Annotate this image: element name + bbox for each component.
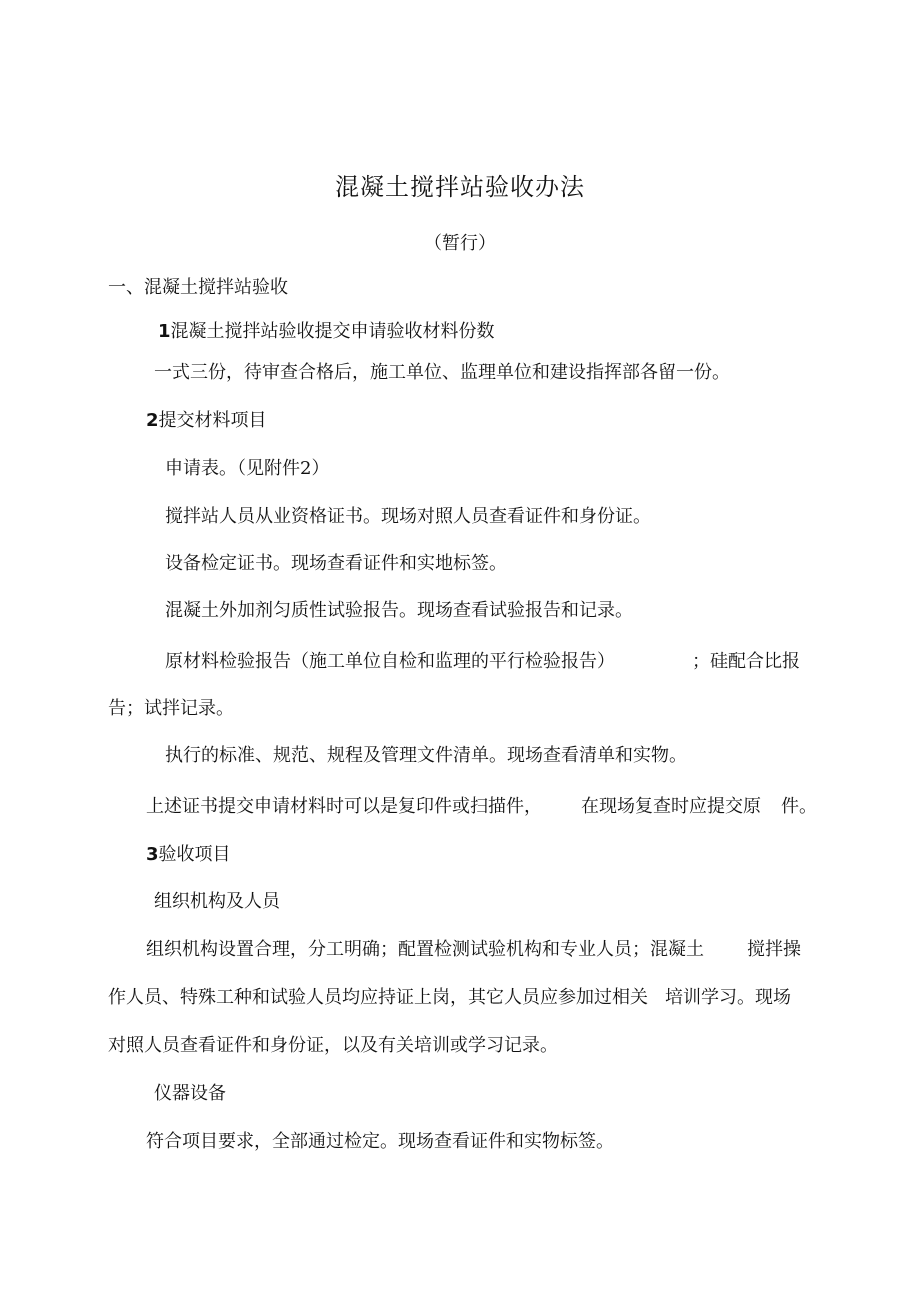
item3-heading-text: 验收项目 xyxy=(158,844,231,865)
item2-raw-materials-a: 原材料检验报告（施工单位自检和监理的平行检验报告） xyxy=(165,651,615,672)
item1-heading xyxy=(158,321,495,343)
item3-sub1-line1a: 组织机构设置合理，分工明确；配置检测试验机构和专业人员；混凝土 xyxy=(146,939,704,960)
item2-entry-application: 申请表。（见附件2） xyxy=(165,458,330,479)
item2-raw-materials-b: ；硅配合比报 xyxy=(692,651,800,672)
item3-sub1-line2b: 培训学习。现场 xyxy=(665,987,791,1008)
item2-note-a: 上述证书提交申请材料时可以是复印件或扫描件， xyxy=(146,796,542,817)
item3-sub1-heading: 组织机构及人员 xyxy=(154,891,280,912)
item2-heading-text: 提交材料项目 xyxy=(158,410,267,431)
item2-standards: 执行的标准、规范、规程及管理文件清单。现场查看清单和实物。 xyxy=(165,745,687,766)
item2-note-c: 件。 xyxy=(781,796,817,817)
item2-entry-qualification: 搅拌站人员从业资格证书。现场对照人员查看证件和身份证。 xyxy=(165,506,651,527)
item3-heading xyxy=(146,844,231,866)
item2-note-b: 在现场复查时应提交原 xyxy=(581,796,761,817)
item3-sub1-line1b: 搅拌操 xyxy=(747,939,801,960)
item3-sub1-line2a: 作人员、特殊工种和试验人员均应持证上岗，其它人员应参加过相关 xyxy=(108,987,648,1008)
item2-number: 2 xyxy=(146,410,159,431)
item1-heading-text: 混凝土搅拌站验收提交申请验收材料份数 xyxy=(170,321,495,342)
item2-heading xyxy=(146,410,267,432)
item2-entry-admixture: 混凝土外加剂匀质性试验报告。现场查看试验报告和记录。 xyxy=(165,600,633,621)
item2-raw-materials-c: 告；试拌记录。 xyxy=(108,698,234,719)
document-title: 混凝土搅拌站验收办法 xyxy=(335,173,585,201)
document-subtitle: （暂行） xyxy=(424,233,496,254)
item1-number: 1 xyxy=(158,321,171,342)
item2-entry-equipment: 设备检定证书。现场查看证件和实地标签。 xyxy=(165,553,507,574)
item3-sub2-heading: 仪器设备 xyxy=(154,1083,226,1104)
item3-number: 3 xyxy=(146,844,159,865)
item3-sub2-text: 符合项目要求，全部通过检定。现场查看证件和实物标签。 xyxy=(146,1131,614,1152)
section-heading: 一、混凝土搅拌站验收 xyxy=(108,277,288,298)
item3-sub1-line3: 对照人员查看证件和身份证，以及有关培训或学习记录。 xyxy=(108,1035,558,1056)
item1-text: 一式三份，待审查合格后，施工单位、监理单位和建设指挥部各留一份。 xyxy=(154,362,730,383)
